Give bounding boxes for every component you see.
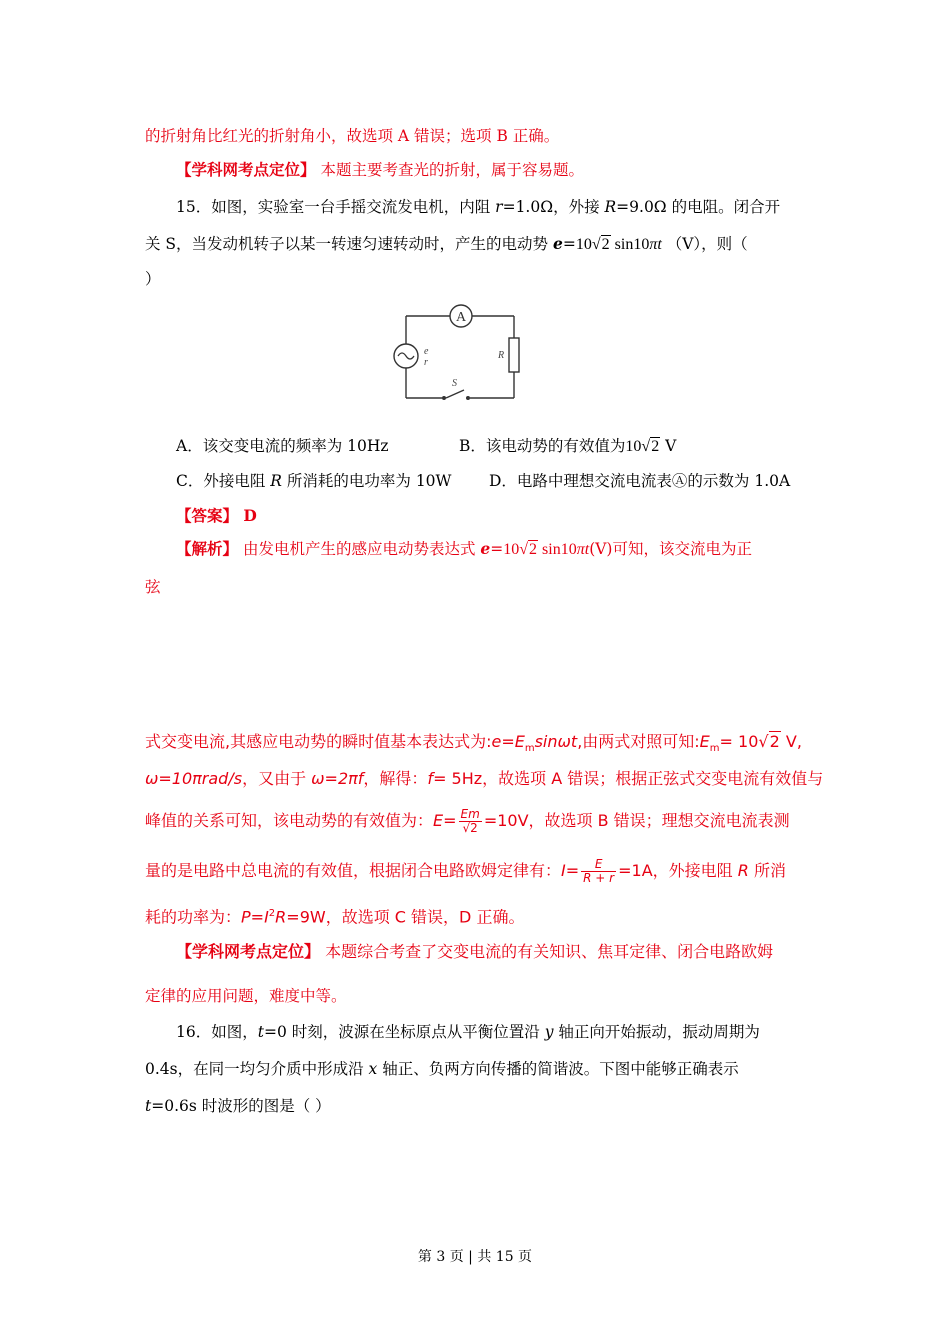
key-point-1 <box>176 159 584 181</box>
q15-text: 15．如图，实验室一台手摇交流发电机，内阻 <box>176 198 496 216</box>
option-d: D．电路中理想交流电流表Ⓐ的示数为 1.0A <box>489 472 791 490</box>
source-r-label: r <box>424 357 428 368</box>
q15-text: =1.0Ω，外接 <box>502 198 605 216</box>
option-a: A．该交变电流的频率为 10Hz <box>176 437 389 455</box>
resistor-label: R <box>498 350 505 361</box>
switch-label: S <box>452 378 457 389</box>
q15-text: =9.0Ω 的电阻。闭合开 <box>616 198 781 216</box>
intro-line: 的折射角比红光的折射角小，故选项 A 错误；选项 B 正确。 <box>145 127 560 145</box>
solution-line-4: 量的是电路中总电流的有效值，根据闭合电路欧姆定律有：I= $\frac{E}{R + r}$ =1A，外接电阻 R 所消 <box>145 857 786 885</box>
key-point-2-cont: 定律的应用问题，难度中等。 <box>145 987 347 1005</box>
answer: 【答案】 D <box>176 506 257 525</box>
q15-line-2 <box>145 233 748 256</box>
q15-line-1 <box>176 196 780 218</box>
ammeter-icon <box>450 305 472 327</box>
q15-line-3: ） <box>145 270 161 288</box>
emf-expression: 10√2 sin10πt <box>575 236 662 253</box>
var-r: r <box>495 198 503 216</box>
key-point-tag: 【学科网考点定位】 <box>176 160 316 179</box>
option-b: B．该电动势的有效值为10√2 V <box>459 437 677 455</box>
key-point-text: 本题主要考查光的折射，属于容易题。 <box>320 161 584 179</box>
q15-text: （V），则（ <box>666 235 748 253</box>
q16-line-1: 16．如图，t=0 时刻，波源在坐标原点从平衡位置沿 y 轴正向开始振动，振动周期为 <box>176 1023 760 1041</box>
solution-line-3: 峰值的关系可知，该电动势的有效值为：E= $\frac{Em}{√2}$ =10V，故选项 B 错误；理想交流电流表测 <box>145 807 790 835</box>
equals: = <box>562 235 576 253</box>
ac-source-icon <box>394 344 418 368</box>
q16-line-3: t=0.6s 时波形的图是（ ） <box>145 1097 331 1115</box>
analysis-line-1: 【解析】 由发电机产生的感应电动势表达式 e=10√2 sin10πt(V)可知，该交流电为正 <box>176 539 752 558</box>
svg-text:A: A <box>455 310 467 325</box>
source-e-label: e <box>424 346 429 357</box>
resistor-icon <box>509 338 519 372</box>
page-footer: 第 3 页 | 共 15 页 <box>417 1249 533 1265</box>
q15-text: 关 S，当发动机转子以某一转速匀速转动时，产生的电动势 <box>145 235 553 253</box>
solution-line-2: ω=10πrad/s，又由于 ω=2πf，解得：f= 5Hz，故选项 A 错误；根据正弦式交变电流有效值与 <box>145 769 824 788</box>
var-R: R <box>604 198 617 216</box>
var-e: e <box>552 234 563 253</box>
analysis-line-2: 弦 <box>145 578 161 596</box>
option-c: C．外接电阻 R 所消耗的电功率为 10W <box>176 472 452 490</box>
circuit-diagram <box>386 300 566 412</box>
q16-line-2: 0.4s，在同一均匀介质中形成沿 x 轴正、负两方向传播的简谐波。下图中能够正确表示 <box>145 1060 739 1078</box>
solution-line-1: 式交变电流,其感应电动势的瞬时值基本表达式为$:e=E_m\sin\omega t$,由两式对照可知$:E_m= 10√2$ V, <box>145 732 802 755</box>
solution-line-5: 耗的功率为：$P=I^2R=9W$，故选项 C 错误，D 正确。 <box>145 907 525 927</box>
key-point-2: 【学科网考点定位】 本题综合考查了交变电流的有关知识、焦耳定律、闭合电路欧姆 <box>176 942 774 961</box>
